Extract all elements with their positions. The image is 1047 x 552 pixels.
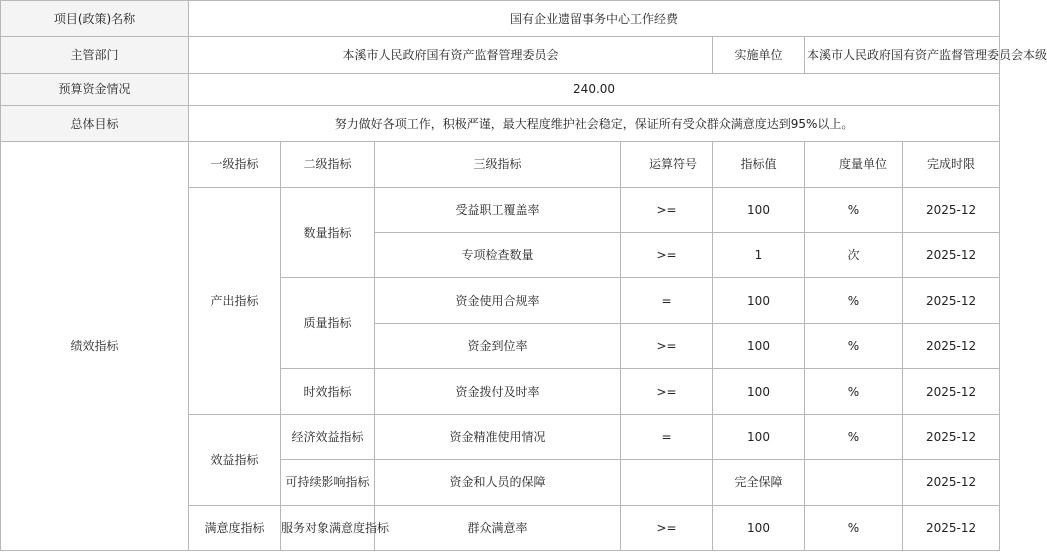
implementing-unit-name: 本溪市人民政府国有资产监督管理委员会本级 — [805, 37, 1000, 73]
indicator-header-row — [1, 142, 1000, 187]
indicator-value: 100 — [713, 414, 805, 459]
indicator-unit: % — [805, 414, 903, 459]
indicator-name: 专项检查数量 — [375, 233, 621, 278]
indicator-operator — [621, 460, 713, 505]
indicator-unit: % — [805, 323, 903, 368]
performance-label: 绩效指标 — [1, 142, 189, 551]
subgroup-quality: 质量指标 — [281, 278, 375, 369]
indicator-deadline: 2025-12 — [903, 278, 1000, 323]
budget-label: 预算资金情况 — [1, 73, 189, 105]
department-label: 主管部门 — [1, 37, 189, 73]
indicator-name: 资金使用合规率 — [375, 278, 621, 323]
header-value: 指标值 — [713, 142, 805, 187]
department-row — [1, 37, 1000, 73]
group-satisfaction: 满意度指标 — [189, 505, 281, 550]
subgroup-sustainable: 可持续影响指标 — [281, 460, 375, 505]
indicator-operator: >= — [621, 369, 713, 414]
project-name: 国有企业遗留事务中心工作经费 — [189, 1, 1000, 37]
goal-label: 总体目标 — [1, 105, 189, 141]
indicator-unit: 次 — [805, 233, 903, 278]
group-benefit: 效益指标 — [189, 414, 281, 505]
indicator-value: 完全保障 — [713, 460, 805, 505]
implementing-unit-label: 实施单位 — [713, 37, 805, 73]
indicator-name: 资金拨付及时率 — [375, 369, 621, 414]
indicator-value: 1 — [713, 233, 805, 278]
indicator-operator: >= — [621, 187, 713, 232]
project-label: 项目(政策)名称 — [1, 1, 189, 37]
indicator-value: 100 — [713, 369, 805, 414]
indicator-value: 100 — [713, 278, 805, 323]
subgroup-timeliness: 时效指标 — [281, 369, 375, 414]
indicator-deadline: 2025-12 — [903, 233, 1000, 278]
indicator-value: 100 — [713, 187, 805, 232]
indicator-name: 资金和人员的保障 — [375, 460, 621, 505]
header-level3: 三级指标 — [375, 142, 621, 187]
indicator-deadline: 2025-12 — [903, 460, 1000, 505]
indicator-unit: % — [805, 369, 903, 414]
header-deadline: 完成时限 — [903, 142, 1000, 187]
budget-row — [1, 73, 1000, 105]
indicator-name: 群众满意率 — [375, 505, 621, 550]
indicator-operator: = — [621, 278, 713, 323]
indicator-operator: >= — [621, 233, 713, 278]
indicator-operator: = — [621, 414, 713, 459]
budget-amount: 240.00 — [189, 73, 1000, 105]
indicator-unit — [805, 460, 903, 505]
indicator-unit: % — [805, 278, 903, 323]
indicator-unit: % — [805, 505, 903, 550]
subgroup-quantity: 数量指标 — [281, 187, 375, 278]
goal-text: 努力做好各项工作，积极严谨，最大程度维护社会稳定，保证所有受众群众满意度达到95%以上。 — [189, 105, 1000, 141]
indicator-deadline: 2025-12 — [903, 414, 1000, 459]
department-name: 本溪市人民政府国有资产监督管理委员会 — [189, 37, 713, 73]
indicator-unit: % — [805, 187, 903, 232]
indicator-operator: >= — [621, 323, 713, 368]
header-level1: 一级指标 — [189, 142, 281, 187]
indicator-deadline: 2025-12 — [903, 505, 1000, 550]
header-operator: 运算符号 — [621, 142, 713, 187]
indicator-operator: >= — [621, 505, 713, 550]
indicator-deadline: 2025-12 — [903, 369, 1000, 414]
group-output: 产出指标 — [189, 187, 281, 414]
project-row — [1, 1, 1000, 37]
header-level2: 二级指标 — [281, 142, 375, 187]
subgroup-economic: 经济效益指标 — [281, 414, 375, 459]
indicator-deadline: 2025-12 — [903, 323, 1000, 368]
indicator-name: 资金到位率 — [375, 323, 621, 368]
indicator-value: 100 — [713, 505, 805, 550]
subgroup-service-target: 服务对象满意度指标 — [281, 505, 375, 550]
indicator-value: 100 — [713, 323, 805, 368]
indicator-name: 受益职工覆盖率 — [375, 187, 621, 232]
indicator-name: 资金精准使用情况 — [375, 414, 621, 459]
indicator-deadline: 2025-12 — [903, 187, 1000, 232]
goal-row — [1, 105, 1000, 141]
header-unit: 度量单位 — [805, 142, 903, 187]
